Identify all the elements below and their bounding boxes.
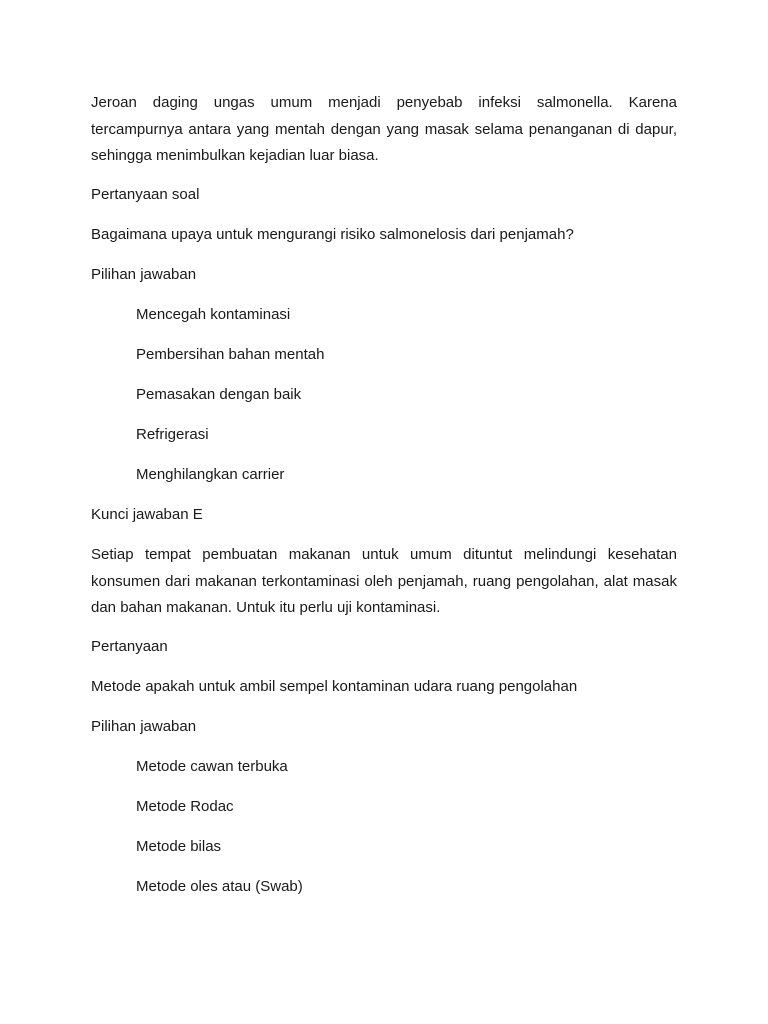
option-item: Mencegah kontaminasi bbox=[136, 305, 291, 323]
option-item: Metode Rodac bbox=[136, 798, 234, 816]
case-paragraph-1: Jeroan daging ungas umum menjadi penyebab infeksi salmonella. Karena tercampurnya antara yang mentah dengan yang masak selama penanganan di dapur, sehingga menimbulkan kejadian luar biasa. bbox=[91, 94, 677, 164]
answer-key-1: Kunci jawaban E bbox=[91, 506, 203, 524]
options-list-2 bbox=[91, 754, 677, 901]
document-page bbox=[91, 90, 677, 915]
option-item: Metode cawan terbuka bbox=[136, 758, 288, 776]
options-list-1 bbox=[91, 302, 677, 489]
option-item: Menghilangkan carrier bbox=[136, 466, 285, 484]
question-heading-2: Pertanyaan bbox=[91, 637, 168, 655]
options-heading-1: Pilihan jawaban bbox=[91, 265, 197, 283]
question-text-2: Metode apakah untuk ambil sempel kontaminan udara ruang pengolahan bbox=[91, 677, 578, 695]
option-item: Pemasakan dengan baik bbox=[136, 385, 302, 403]
option-item: Metode bilas bbox=[136, 838, 222, 856]
question-text-1: Bagaimana upaya untuk mengurangi risiko salmonelosis dari penjamah? bbox=[91, 225, 574, 243]
option-item: Metode oles atau (Swab) bbox=[136, 878, 303, 896]
question-heading-1: Pertanyaan soal bbox=[91, 185, 200, 203]
case-paragraph-2: Setiap tempat pembuatan makanan untuk umum dituntut melindungi kesehatan konsumen dari makanan terkontaminasi oleh penjamah, ruang pengolahan, alat masak dan bahan makanan. Untuk itu perlu uji kontaminasi. bbox=[91, 546, 677, 617]
option-item: Pembersihan bahan mentah bbox=[136, 345, 325, 363]
options-heading-2: Pilihan jawaban bbox=[91, 718, 197, 736]
option-item: Refrigerasi bbox=[136, 426, 209, 444]
